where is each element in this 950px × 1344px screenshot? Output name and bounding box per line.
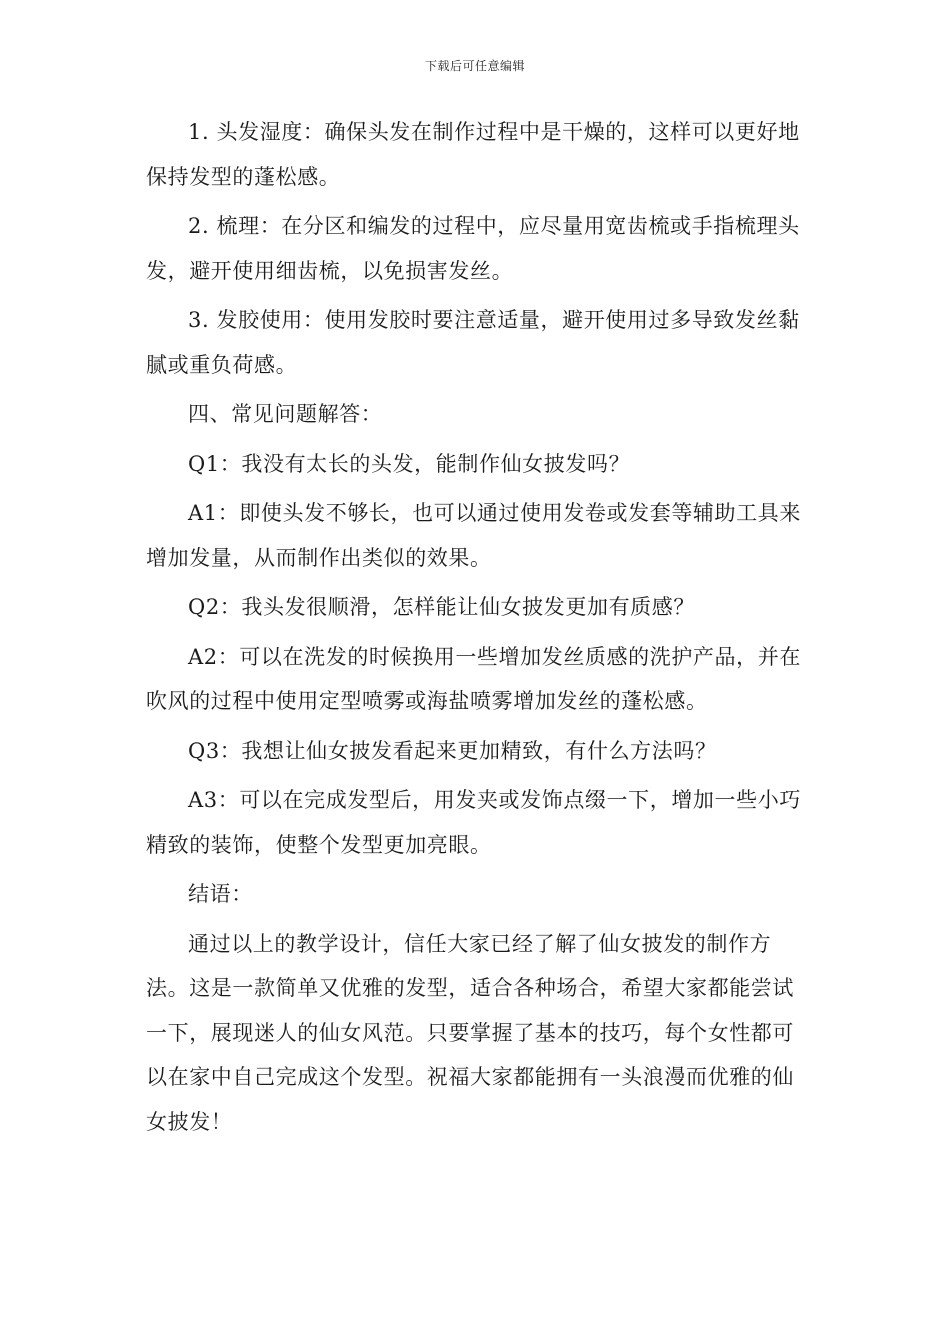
page-header: 下载后可任意编辑 <box>424 59 525 73</box>
faq-q1: Q1：我没有太长的头发，能制作仙女披发吗？ <box>188 451 631 476</box>
tip-combing: 2. 梳理：在分区和编发的过程中，应尽量用宽齿梳或手指梳理头发，避开使用细齿梳，以免损害发丝。 <box>146 214 800 283</box>
faq-a1: A1：即使头发不够长，也可以通过使用发卷或发套等辅助工具来增加发量，从而制作出类似的效果。 <box>146 501 801 570</box>
document-body <box>146 110 806 1149</box>
conclusion-text: 通过以上的教学设计，信任大家已经了解了仙女披发的制作方法。这是一款简单又优雅的发型，适合各种场合，希望大家都能尝试一下，展现迷人的仙女风范。只要掌握了基本的技巧，每个女性都可以在家中自己完成这个发型。祝福大家都能拥有一头浪漫而优雅的仙女披发！ <box>146 931 794 1134</box>
faq-a3: A3：可以在完成发型后，用发夹或发饰点缀一下，增加一些小巧精致的装饰，使整个发型更加亮眼。 <box>146 788 801 857</box>
conclusion-heading: 结语： <box>188 882 253 906</box>
faq-q2: Q2：我头发很顺滑，怎样能让仙女披发更加有质感？ <box>188 595 695 619</box>
faq-a2: A2：可以在洗发的时候换用一些增加发丝质感的洗护产品，并在吹风的过程中使用定型喷雾或海盐喷雾增加发丝的蓬松感。 <box>146 644 801 713</box>
tip-hairspray: 3. 发胶使用：使用发胶时要注意适量，避开使用过多导致发丝黏腻或重负荷感。 <box>146 308 800 377</box>
faq-heading: 四、常见问题解答： <box>188 402 383 426</box>
tip-hair-moisture: 1. 头发湿度：确保头发在制作过程中是干燥的，这样可以更好地保持发型的蓬松感。 <box>146 120 800 189</box>
faq-q3: Q3：我想让仙女披发看起来更加精致，有什么方法吗？ <box>188 738 717 763</box>
